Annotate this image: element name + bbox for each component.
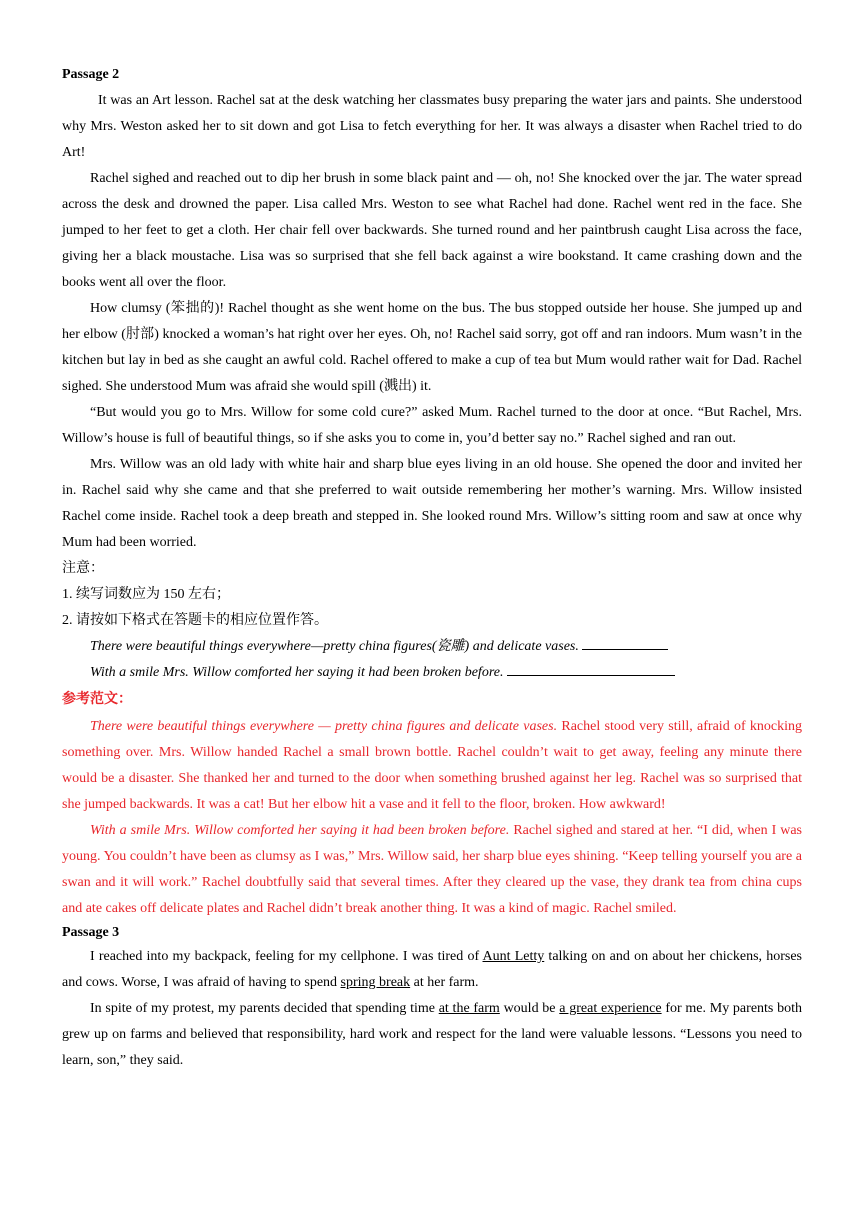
p3p1-text-b: talking on and on about her chickens, horses and cows. Worse, I was afraid of having to spend <box>62 949 803 990</box>
underlined-great-experience: a great experience <box>559 1001 662 1016</box>
reference-title: 参考范文： <box>62 692 132 707</box>
passage3-paragraph-2 <box>62 996 802 1074</box>
notes-format-line-2 <box>62 660 802 686</box>
notes-format-line-1 <box>62 634 802 660</box>
reference-paragraph-1 <box>62 714 802 818</box>
format-line-2-text: With a smile Mrs. Willow comforted her saying it had been broken before. <box>90 665 504 680</box>
notes-title: 注意： <box>62 561 104 576</box>
passage2-paragraph-2: Rachel sighed and reached out to dip her brush in some black paint and — oh, no! She knocked over the jar. The water spread across the desk and drowned the paper. Lisa called Mrs. Weston to see what Rachel had done. Rachel went red in the face. She jumped to her feet to get a cloth. Her chair fell over backwards. She turned round and her paintbrush caught Lisa across the face, giving her a black moustache. Lisa was so surprised that she fell back against a wire bookstand. It came crashing down and the books went all over the floor. <box>62 171 802 290</box>
notes-item-2: 2. 请按如下格式在答题卡的相应位置作答。 <box>62 613 328 628</box>
document-page <box>62 64 802 1074</box>
notes-item-1: 1. 续写词数应为 150 左右； <box>62 587 230 602</box>
passage2-paragraph-1: It was an Art lesson. Rachel sat at the desk watching her classmates busy preparing the water jars and paints. She understood why Mrs. Weston asked her to sit down and got Lisa to fetch everything for her. It was always a disaster when Rachel tried to do Art! <box>62 93 802 160</box>
passage3-paragraph-1 <box>62 944 802 996</box>
p3p1-text-c: at her farm. <box>410 975 479 990</box>
underlined-aunt-letty: Aunt Letty <box>482 949 545 964</box>
reference-p1-lead: There were beautiful things everywhere — pretty china figures and delicate vases. <box>90 719 558 734</box>
reference-p2-lead: With a smile Mrs. Willow comforted her saying it had been broken before. <box>90 823 510 838</box>
reference-p2-body: Rachel sighed and stared at her. “I did, when I was young. You couldn’t have been as clumsy as I was,” Mrs. Willow said, her sharp blue eyes shining. “Keep telling yourself you are a swan and it will work.” Rachel doubtfully said that several times. After they cleared up the vase, they drank tea from china cups and ate cakes off delicate plates and Rachel didn’t break another thing. It was a kind of magic. Rachel smiled. <box>62 823 802 916</box>
underlined-at-the-farm: at the farm <box>438 1001 500 1016</box>
p3p1-text-a: I reached into my backpack, feeling for my cellphone. I was tired of <box>90 949 483 964</box>
reference-p1-body: Rachel stood very still, afraid of knocking something over. Mrs. Willow handed Rachel a small brown bottle. Rachel couldn’t wait to get away, feeling any minute there would be a disaster. She thanked her and turned to the door when something brushed against her leg. Rachel was so surprised that she jumped backwards. It was a cat! But her elbow hit a vase and it fell to the floor, broken. How awkward! <box>62 719 803 812</box>
answer-blank-1 <box>582 635 668 650</box>
passage2-paragraph-5: Mrs. Willow was an old lady with white hair and sharp blue eyes living in an old house. She opened the door and invited her in. Rachel said why she came and that she preferred to wait outside remembering her mother’s warning. Mrs. Willow insisted Rachel come inside. Rachel took a deep breath and stepped in. She looked round Mrs. Willow’s sitting room and saw at once why Mum had been worried. <box>62 457 802 550</box>
underlined-spring-break: spring break <box>340 975 411 990</box>
format-line-1-text: There were beautiful things everywhere—pretty china figures(瓷雕) and delicate vases. <box>90 639 579 654</box>
reference-paragraph-2 <box>62 818 802 922</box>
passage2-paragraph-4: “But would you go to Mrs. Willow for some cold cure?” asked Mum. Rachel turned to the door at once. “But Rachel, Mrs. Willow’s house is full of beautiful things, so if she asks you to come in, you’d better say no.” Rachel sighed and ran out. <box>62 405 802 446</box>
passage2-title: Passage 2 <box>62 67 120 82</box>
p3p2-text-a: In spite of my protest, my parents decided that spending time <box>90 1001 439 1016</box>
passage2-paragraph-3: How clumsy (笨拙的)! Rachel thought as she went home on the bus. The bus stopped outside her house. She jumped up and her elbow (肘部) knocked a woman’s hat right over her eyes. Oh, no! Rachel said sorry, got off and ran indoors. Mum wasn’t in the kitchen but lay in bed as she caught an awful cold. Rachel offered to make a cup of tea but Mum would rather wait for Dad. Rachel sighed. She understood Mum was afraid she would spill (溅出) it. <box>62 301 802 394</box>
p3p2-text-b: would be <box>499 1001 560 1016</box>
answer-blank-2 <box>507 661 675 676</box>
passage3-title: Passage 3 <box>62 925 120 940</box>
p3p2-text-c: for me. My parents both grew up on farms and believed that responsibility, hard work and respect for the land were valuable lessons. “Lessons you need to learn, son,” they said. <box>62 1001 802 1068</box>
